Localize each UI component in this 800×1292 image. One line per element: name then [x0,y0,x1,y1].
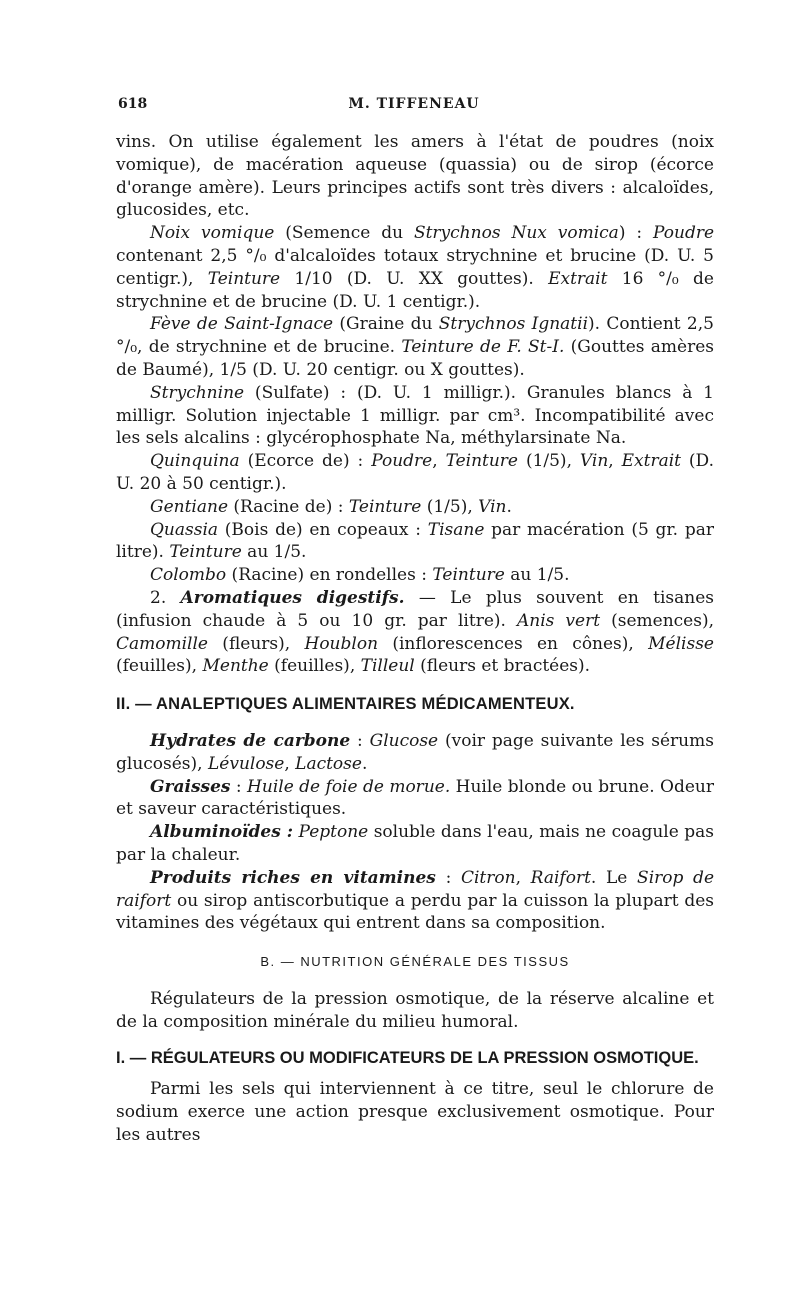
entry-term: Colombo [150,565,227,586]
entry-term: Quinquina [150,451,240,472]
section-heading-i: I. — RÉGULATEURS OU MODIFICATEURS DE LA PRESSION OSMOTIQUE. [116,1049,699,1068]
entry-term: Strychnine [150,382,245,403]
entry-term: Albuminoïdes : [150,822,294,843]
entry-term: Hydrates de carbone [150,730,351,751]
entry-produits-vitamines: Produits riches en vitamines : Citron, Raifort. Le Sirop de raifort ou sirop antiscorbutique a perdu par la cuisson la plupart des vitamines des végétaux qui entrent dans sa composition. [116,867,714,934]
section-heading-ii: II. — ANALEPTIQUES ALIMENTAIRES MÉDICAMENTEUX. [116,695,575,714]
entry-albuminoides: Albuminoïdes : Peptone soluble dans l'eau, mais ne coagule pas par la chaleur. [116,822,715,865]
entry-feve-saint-ignace: Fève de Saint-Ignace (Graine du Strychnos Ignatii). Contient 2,5 °/₀, de strychnine et de brucine. Teinture de F. St-I. (Gouttes amères de Baumé), 1/5 (D. U. 20 centigr. ou X gouttes). [116,314,714,380]
entry-term: Gentiane [150,496,229,517]
paragraph-intro: vins. On utilise également les amers à l'état de poudres (noix vomique), de macération aqueuse (quassia) ou de sirop (écorce d'orange amère). Leurs principes actifs sont très divers : alcaloïdes, glucosides, etc. [116,132,714,221]
entry-graisses: Graisses : Huile de foie de morue. Huile blonde ou brune. Odeur et saveur caractéristiques. [116,776,714,820]
entry-quinquina: Quinquina (Ecorce de) : Poudre, Teinture (1/5), Vin, Extrait (D. U. 20 à 50 centigr.). [116,451,714,494]
entry-quassia: Quassia (Bois de) en copeaux : Tisane par macération (5 gr. par litre). Teinture au 1/5. [116,519,714,563]
paragraph-chlorure: Parmi les sels qui interviennent à ce titre, seul le chlorure de sodium exerce une action presque exclusivement osmotique. Pour les autres [116,1079,714,1146]
page-number: 618 [118,96,148,112]
entry-colombo: Colombo (Racine) en rondelles : Teinture au 1/5. [150,565,570,586]
entry-term: Aromatiques digestifs. [180,587,405,608]
entry-term: Fève de Saint-Ignace [150,314,334,335]
entry-term: Quassia [150,519,219,540]
body-text [116,131,714,1147]
entry-strychnine: Strychnine (Sulfate) : (D. U. 1 milligr.). Granules blancs à 1 milligr. Solution injectable 1 milligr. par cm³. Incompatibilité avec les sels alcalins : glycérophosphate Na, méthylarsinate Na. [116,382,714,449]
paragraph-regulateurs: Régulateurs de la pression osmotique, de la réserve alcaline et de la composition minérale du milieu humoral. [116,988,714,1032]
page-header [118,96,710,120]
entry-gentiane: Gentiane (Racine de) : Teinture (1/5), Vin. [150,496,512,517]
entry-term: Produits riches en vitamines [150,867,436,888]
entry-aromatiques: 2. Aromatiques digestifs. — Le plus souvent en tisanes (infusion chaude à 5 ou 10 gr. par litre). Anis vert (semences), Camomille (fleurs), Houblon (inflorescences en cônes), Mélisse (feuilles), Menthe (feuilles), Tilleul (fleurs et bractées). [116,587,715,677]
entry-hydrates: Hydrates de carbone : Glucose (voir page suivante les sérums glucosés), Lévulose, Lactose. [116,730,714,774]
entry-noix-vomique: Noix vomique (Semence du Strychnos Nux vomica) : Poudre contenant 2,5 °/₀ d'alcaloïdes totaux strychnine et brucine (D. U. 5 centigr.), Teinture 1/10 (D. U. XX gouttes). Extrait 16 °/₀ de strychnine et de brucine (D. U. 1 centigr.). [116,223,715,312]
entry-term: Noix vomique [150,223,275,244]
section-heading-b: B. — NUTRITION GÉNÉRALE DES TISSUS [260,954,570,970]
entry-term: Graisses [150,776,231,797]
running-title: M. TIFFENEAU [348,96,480,112]
